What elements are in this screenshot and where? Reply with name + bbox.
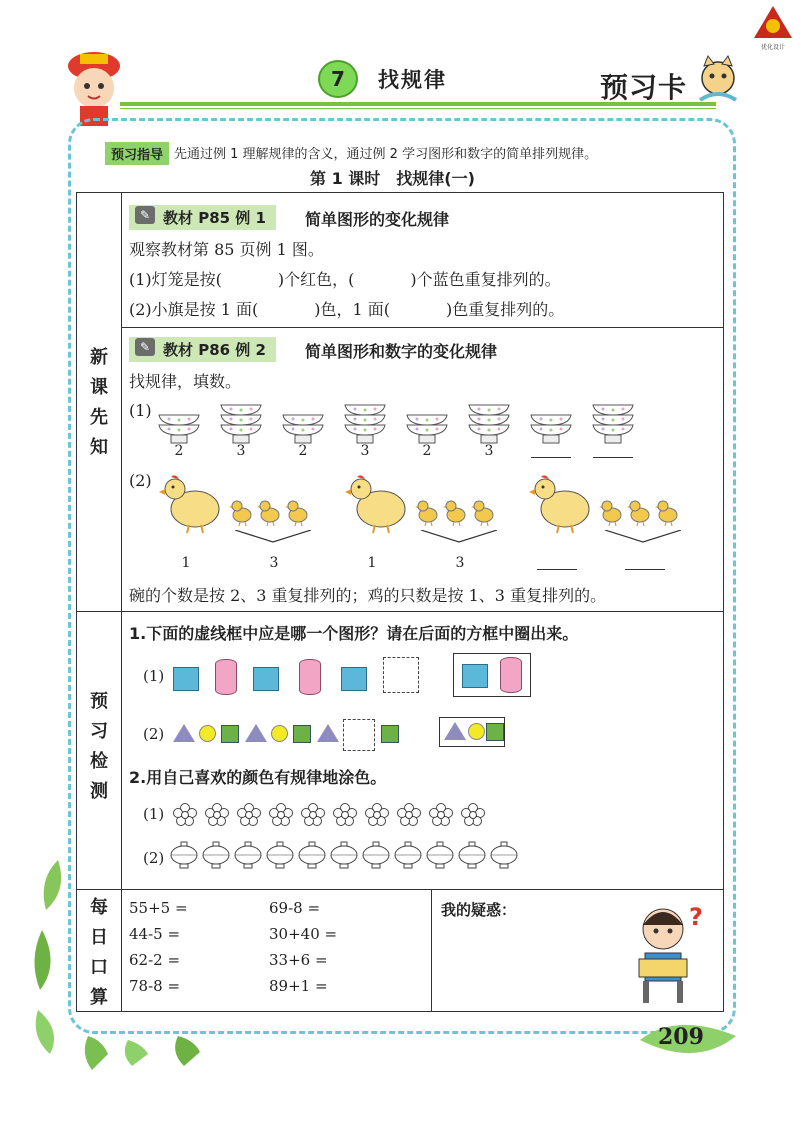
hen-icon xyxy=(345,469,407,535)
check-q2-part1-label: (1) xyxy=(143,805,165,823)
page-number: 209 xyxy=(658,1024,704,1050)
hen-count: 1 xyxy=(181,555,191,571)
answer-choice-box[interactable] xyxy=(439,717,505,747)
check-q1-part2-label: (2) xyxy=(143,725,165,743)
flower-outline-icon[interactable] xyxy=(429,803,453,827)
lesson-title: 找规律 xyxy=(378,68,447,92)
cylinder-shape xyxy=(299,659,321,695)
logo-icon xyxy=(752,4,794,51)
chick-count: 3 xyxy=(455,555,465,571)
logo-text: 优化设计 xyxy=(760,44,785,51)
example1-q1-b: )个红色，( xyxy=(277,270,355,289)
example1-q2-a: (2)小旗是按 1 面( xyxy=(129,300,259,319)
cylinder-shape-choice[interactable] xyxy=(500,657,522,693)
reading-boy-icon xyxy=(625,899,715,1007)
sidebar-new-lesson xyxy=(77,343,121,463)
lantern-outline-icon[interactable] xyxy=(329,841,359,871)
guide-text: 先通过例 1 理解规律的含义，通过例 2 学习图形和数字的简单排列规律。 xyxy=(174,147,598,162)
row-divider-examples xyxy=(77,611,723,612)
example1-q2 xyxy=(129,297,564,320)
flower-outline-icon[interactable] xyxy=(301,803,325,827)
check-q1-part1-label: (1) xyxy=(143,667,165,685)
hen-icon xyxy=(159,469,221,535)
bowl-count: 2 xyxy=(174,443,184,459)
calc-item: 33+6 = xyxy=(269,951,328,969)
bowls-part-label: (1) xyxy=(129,401,152,420)
dashed-answer-slot[interactable] xyxy=(343,719,375,751)
cylinder-shape xyxy=(215,659,237,695)
cat-mascot-icon xyxy=(690,52,746,108)
bowl-count: 2 xyxy=(298,443,308,459)
lantern-outline-icon[interactable] xyxy=(457,841,487,871)
bowl-stack-icon xyxy=(467,403,511,447)
bowl-stack-icon xyxy=(157,413,201,447)
flower-outline-icon[interactable] xyxy=(461,803,485,827)
example2-tag xyxy=(129,337,276,362)
lantern-outline-icon[interactable] xyxy=(393,841,423,871)
square-shape xyxy=(293,725,311,743)
flower-outline-icon[interactable] xyxy=(205,803,229,827)
triangle-shape xyxy=(245,724,267,742)
calc-item: 44-5 = xyxy=(129,925,181,943)
sidebar-preview-check-label: 预习检测 xyxy=(90,691,108,802)
section-title: 第 1 课时 找规律(一) xyxy=(310,169,475,188)
bowl-stack-icon xyxy=(281,413,325,447)
lesson-number-badge xyxy=(318,60,358,98)
example1-tag-label: 教材 P85 例 1 xyxy=(163,209,266,227)
lesson-number: 7 xyxy=(331,67,345,91)
chick-icon xyxy=(257,497,281,527)
cube-shape xyxy=(341,667,367,691)
calc-item: 69-8 = xyxy=(269,899,321,917)
bowl-count: 2 xyxy=(422,443,432,459)
dashed-answer-slot[interactable] xyxy=(383,657,419,693)
square-shape xyxy=(381,725,399,743)
lantern-outline-icon[interactable] xyxy=(297,841,327,871)
example1-tag xyxy=(129,205,276,230)
lantern-outline-icon[interactable] xyxy=(489,841,519,871)
lantern-outline-icon[interactable] xyxy=(425,841,455,871)
sidebar-daily-calc-label: 每日口算 xyxy=(90,897,108,1008)
flower-outline-icon[interactable] xyxy=(333,803,357,827)
calc-item: 89+1 = xyxy=(269,977,328,995)
hen-icon xyxy=(529,469,591,535)
example1-q2-b: )色，1 面( xyxy=(314,300,391,319)
triangle-shape xyxy=(317,724,339,742)
chick-icon xyxy=(471,497,495,527)
triangle-shape xyxy=(173,724,195,742)
lantern-outline-icon[interactable] xyxy=(233,841,263,871)
example1-q2-c: )色重复排列的。 xyxy=(446,300,565,319)
hen-count: 1 xyxy=(367,555,377,571)
doubt-label: 我的疑惑： xyxy=(441,901,517,919)
example2-conclusion: 碗的个数是按 2、3 重复排列的；鸡的只数是按 1、3 重复排列的。 xyxy=(129,586,607,605)
circle-shape-choice[interactable] xyxy=(468,723,485,740)
calc-item: 55+5 = xyxy=(129,899,188,917)
example2-intro: 找规律，填数。 xyxy=(129,372,242,391)
chick-icon xyxy=(285,497,309,527)
answer-choice-box[interactable] xyxy=(453,653,531,697)
calc-item: 30+40 = xyxy=(269,925,338,943)
chick-icon xyxy=(415,497,439,527)
lantern-outline-icon[interactable] xyxy=(361,841,391,871)
bowl-stack-icon xyxy=(343,403,387,447)
bowl-count-blank[interactable] xyxy=(531,457,571,458)
bowl-count: 3 xyxy=(484,443,494,459)
example1-q1-c: )个蓝色重复排列的。 xyxy=(410,270,561,289)
bowl-count-blank[interactable] xyxy=(593,457,633,458)
chick-count: 3 xyxy=(269,555,279,571)
flower-outline-icon[interactable] xyxy=(173,803,197,827)
bowl-stack-icon xyxy=(219,403,263,447)
check-q2-part2-label: (2) xyxy=(143,849,165,867)
flower-outline-icon[interactable] xyxy=(365,803,389,827)
bowl-stack-icon xyxy=(529,413,573,447)
example1-q1-a: (1)灯笼是按( xyxy=(129,270,222,289)
flower-outline-icon[interactable] xyxy=(269,803,293,827)
chick-icon xyxy=(627,497,651,527)
cube-shape xyxy=(253,667,279,691)
flower-outline-icon[interactable] xyxy=(237,803,261,827)
guide-badge: 预习指导 xyxy=(105,142,169,165)
bowl-count: 3 xyxy=(236,443,246,459)
cube-shape xyxy=(173,667,199,691)
pencil-icon: ✎ xyxy=(135,206,155,224)
calc-item: 78-8 = xyxy=(129,977,181,995)
bracket-icon xyxy=(421,529,497,543)
bowl-stack-icon xyxy=(591,403,635,447)
hen-count-blank[interactable] xyxy=(537,569,577,570)
svg-text:?: ? xyxy=(689,903,703,931)
preview-card-label: 预习卡 xyxy=(600,71,688,104)
chickens-part-label: (2) xyxy=(129,471,152,490)
sidebar-new-lesson-label: 新课先知 xyxy=(90,347,108,458)
example1-intro: 观察教材第 85 页例 1 图。 xyxy=(129,240,324,259)
pencil-icon: ✎ xyxy=(135,338,155,356)
square-shape-choice[interactable] xyxy=(486,723,504,741)
chick-count-blank[interactable] xyxy=(625,569,665,570)
example2-title: 简单图形和数字的变化规律 xyxy=(305,342,498,361)
sidebar-preview-check xyxy=(77,687,121,807)
bowl-stack-icon xyxy=(405,413,449,447)
calc-doubt-divider xyxy=(431,889,432,1011)
triangle-shape-choice[interactable] xyxy=(444,722,466,740)
check-q2: 2.用自己喜欢的颜色有规律地涂色。 xyxy=(129,768,387,787)
chick-icon xyxy=(229,497,253,527)
example1-q1 xyxy=(129,267,561,290)
lantern-outline-icon[interactable] xyxy=(265,841,295,871)
example-divider xyxy=(121,327,723,328)
cube-shape-choice[interactable] xyxy=(462,664,488,688)
circle-shape xyxy=(199,725,216,742)
check-q1: 1.下面的虚线框中应是哪一个图形？请在后面的方框中圈出来。 xyxy=(129,624,579,643)
flower-outline-icon[interactable] xyxy=(397,803,421,827)
example1-title: 简单图形的变化规律 xyxy=(305,210,450,229)
leaves-decoration-icon xyxy=(28,840,228,1070)
chick-icon xyxy=(599,497,623,527)
bowl-count: 3 xyxy=(360,443,370,459)
chick-icon xyxy=(655,497,679,527)
calc-item: 62-2 = xyxy=(129,951,181,969)
square-shape xyxy=(221,725,239,743)
example2-tag-label: 教材 P86 例 2 xyxy=(163,341,266,359)
circle-shape xyxy=(271,725,288,742)
header-line-thin xyxy=(120,108,716,109)
chick-icon xyxy=(443,497,467,527)
bracket-icon xyxy=(235,529,311,543)
bracket-icon xyxy=(605,529,681,543)
